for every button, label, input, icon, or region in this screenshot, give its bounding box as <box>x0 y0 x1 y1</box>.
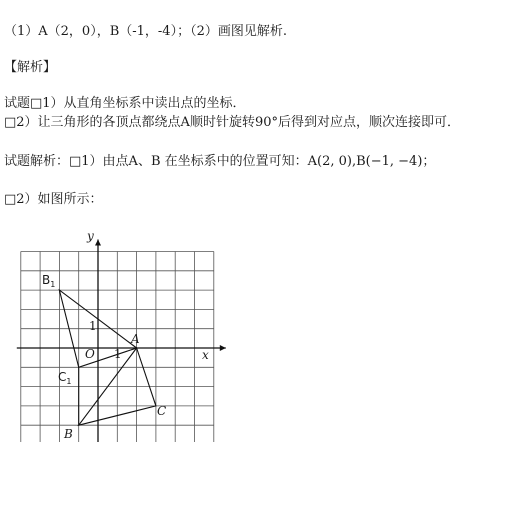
x-tick-label: 1 <box>114 347 122 361</box>
figure-labels <box>42 229 209 441</box>
idea-line-2: □2）让三角形的各顶点都绕点A顺时针旋转90°后得到对应点，顺次连接即可． <box>4 115 460 130</box>
point-label-B1: $B_1$ <box>42 273 56 289</box>
idea-line-1: 试题□1）从直角坐标系中读出点的坐标． <box>4 96 246 111</box>
y-axis-label: y <box>87 229 94 243</box>
point-label-C1: $C_1$ <box>58 370 72 386</box>
solution-line: 试题解析：□1）由点A、B 在坐标系中的位置可知：A(2, 0),B(−1, −4)； <box>4 154 436 169</box>
y-tick-label: 1 <box>89 319 97 333</box>
y-axis-arrow <box>95 240 101 246</box>
analysis-title: 【解析】 <box>4 60 57 75</box>
x-axis-arrow <box>220 345 226 351</box>
origin-label: O <box>85 347 95 361</box>
point-label-C: C <box>157 404 167 418</box>
x-axis-label: x <box>202 348 209 362</box>
coordinate-figure <box>0 222 230 442</box>
point-label-A: A <box>131 332 140 346</box>
answer-line: （1）A（2，0），B（-1，-4）；（2）画图见解析. <box>4 24 287 39</box>
part2-line: □2）如图所示： <box>4 192 103 207</box>
point-label-B: B <box>64 427 73 441</box>
triangles <box>59 290 155 425</box>
